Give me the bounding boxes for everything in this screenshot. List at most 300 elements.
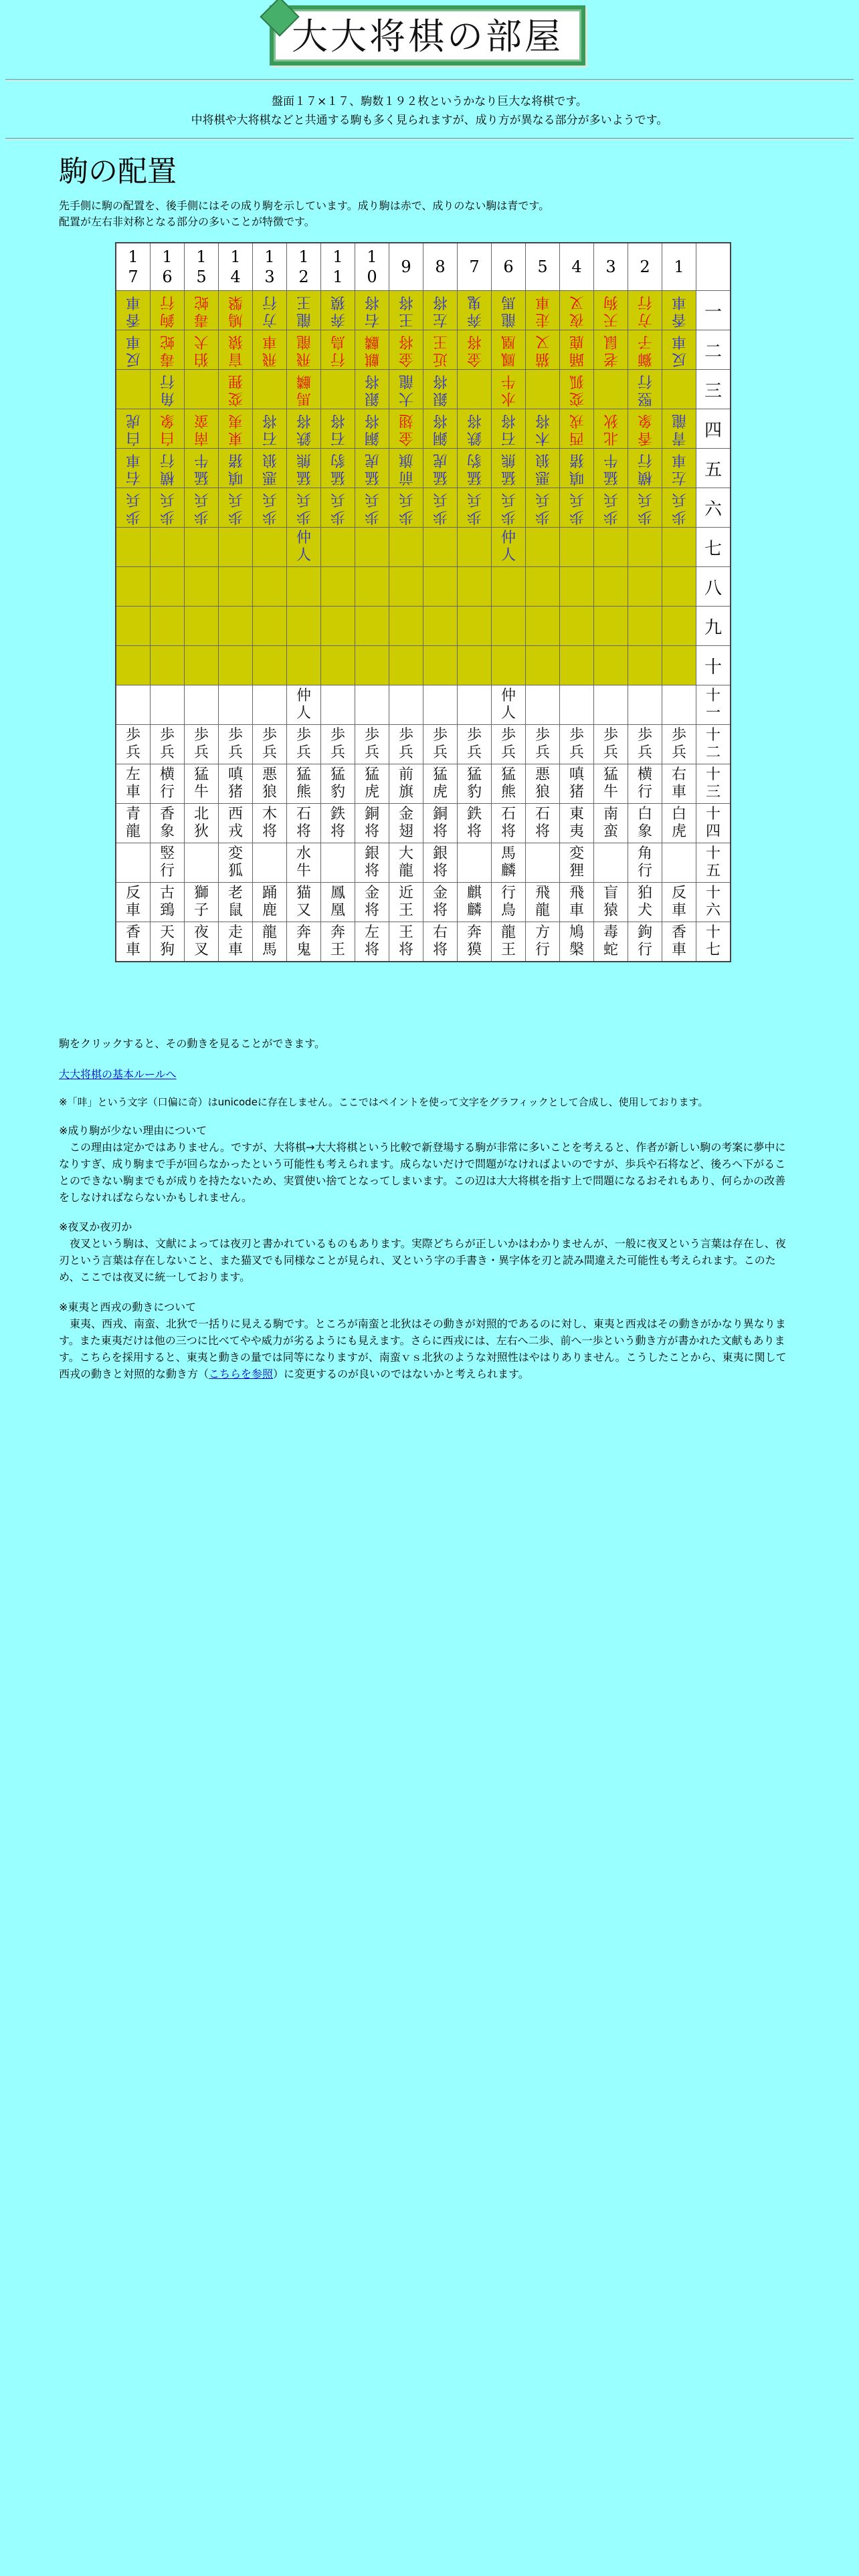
piece-square[interactable]: [355, 764, 389, 804]
piece-label: 近 王: [432, 333, 448, 367]
board-square-empty[interactable]: [185, 370, 219, 409]
piece-square[interactable]: [219, 922, 253, 962]
piece-square[interactable]: [151, 764, 185, 804]
board-square-empty[interactable]: [321, 528, 355, 567]
piece-square[interactable]: [492, 804, 526, 843]
piece-square[interactable]: [560, 291, 594, 330]
board-square-empty[interactable]: [628, 685, 662, 725]
board-square-empty[interactable]: [253, 607, 287, 646]
piece-square[interactable]: [662, 291, 696, 330]
piece-square[interactable]: [287, 804, 321, 843]
piece-square[interactable]: [389, 922, 423, 962]
board-square-empty[interactable]: [287, 567, 321, 607]
board-square-empty[interactable]: [321, 607, 355, 646]
piece-square[interactable]: [185, 409, 219, 449]
board-square-empty[interactable]: [321, 370, 355, 409]
piece-square[interactable]: [287, 528, 321, 567]
piece-square[interactable]: [287, 685, 321, 725]
board-square-empty[interactable]: [526, 567, 560, 607]
board-square-empty[interactable]: [253, 370, 287, 409]
board-square-empty[interactable]: [287, 646, 321, 685]
board-square-empty[interactable]: [423, 685, 458, 725]
piece-square[interactable]: [389, 449, 423, 488]
piece-square[interactable]: [151, 291, 185, 330]
piece-square[interactable]: [389, 370, 423, 409]
piece-square[interactable]: [219, 725, 253, 764]
piece-square[interactable]: [185, 883, 219, 922]
piece-square[interactable]: [594, 330, 628, 370]
piece-square[interactable]: [287, 843, 321, 883]
board-square-empty[interactable]: [628, 646, 662, 685]
piece-label: 近 王: [398, 885, 413, 919]
board-square-empty[interactable]: [151, 607, 185, 646]
piece-square[interactable]: [423, 330, 458, 370]
board-square-empty[interactable]: [628, 607, 662, 646]
piece-square[interactable]: [492, 409, 526, 449]
piece-square[interactable]: [355, 330, 389, 370]
piece-square[interactable]: [628, 764, 662, 804]
piece-square[interactable]: [389, 804, 423, 843]
piece-square[interactable]: [253, 291, 287, 330]
piece-square[interactable]: [458, 725, 492, 764]
board-square-empty[interactable]: [355, 607, 389, 646]
piece-square[interactable]: [287, 883, 321, 922]
piece-square[interactable]: [116, 291, 151, 330]
piece-square[interactable]: [219, 488, 253, 528]
piece-square[interactable]: [151, 804, 185, 843]
piece-square[interactable]: [526, 804, 560, 843]
board-square-empty[interactable]: [560, 685, 594, 725]
board-square-empty[interactable]: [185, 528, 219, 567]
piece-square[interactable]: [355, 883, 389, 922]
piece-square[interactable]: [389, 488, 423, 528]
piece-square[interactable]: [560, 488, 594, 528]
piece-square[interactable]: [116, 725, 151, 764]
column-number: 1 3: [253, 243, 287, 291]
piece-square[interactable]: [492, 528, 526, 567]
piece-square[interactable]: [253, 804, 287, 843]
piece-square[interactable]: [287, 330, 321, 370]
piece-square[interactable]: [492, 370, 526, 409]
board-square-empty[interactable]: [594, 370, 628, 409]
board-square-empty[interactable]: [458, 646, 492, 685]
board-square-empty[interactable]: [560, 646, 594, 685]
board-square-empty[interactable]: [662, 646, 696, 685]
board-square-empty[interactable]: [492, 607, 526, 646]
piece-square[interactable]: [628, 725, 662, 764]
board-square-empty[interactable]: [389, 685, 423, 725]
board-square-empty[interactable]: [492, 646, 526, 685]
piece-square[interactable]: [560, 764, 594, 804]
piece-square[interactable]: [526, 409, 560, 449]
piece-square[interactable]: [287, 370, 321, 409]
piece-square[interactable]: [389, 409, 423, 449]
piece-square[interactable]: [526, 291, 560, 330]
piece-square[interactable]: [389, 843, 423, 883]
board-square-empty[interactable]: [662, 607, 696, 646]
piece-label: 東 夷: [569, 806, 584, 840]
board-square-empty[interactable]: [458, 843, 492, 883]
piece-square[interactable]: [594, 449, 628, 488]
piece-square[interactable]: [287, 488, 321, 528]
piece-square[interactable]: [219, 409, 253, 449]
piece-square[interactable]: [185, 922, 219, 962]
board-square-empty[interactable]: [219, 607, 253, 646]
board-square-empty[interactable]: [321, 646, 355, 685]
board-square-empty[interactable]: [389, 607, 423, 646]
board-square-empty[interactable]: [389, 528, 423, 567]
piece-square[interactable]: [219, 764, 253, 804]
piece-square[interactable]: [594, 764, 628, 804]
board-square-empty[interactable]: [253, 685, 287, 725]
piece-square[interactable]: [287, 725, 321, 764]
piece-square[interactable]: [492, 843, 526, 883]
piece-square[interactable]: [492, 449, 526, 488]
piece-square[interactable]: [628, 291, 662, 330]
piece-square[interactable]: [185, 449, 219, 488]
piece-square[interactable]: [628, 409, 662, 449]
piece-square[interactable]: [594, 409, 628, 449]
piece-square[interactable]: [628, 843, 662, 883]
board-square-empty[interactable]: [662, 567, 696, 607]
board-square-empty[interactable]: [492, 567, 526, 607]
piece-square[interactable]: [423, 922, 458, 962]
piece-square[interactable]: [594, 725, 628, 764]
board-square-empty[interactable]: [185, 567, 219, 607]
board-square-empty[interactable]: [219, 646, 253, 685]
piece-square[interactable]: [219, 370, 253, 409]
piece-square[interactable]: [185, 764, 219, 804]
piece-square[interactable]: [423, 291, 458, 330]
piece-square[interactable]: [492, 883, 526, 922]
piece-square[interactable]: [423, 725, 458, 764]
piece-square[interactable]: [219, 804, 253, 843]
piece-square[interactable]: [594, 883, 628, 922]
board-square-empty[interactable]: [355, 528, 389, 567]
board-square-empty[interactable]: [560, 528, 594, 567]
piece-square[interactable]: [151, 330, 185, 370]
piece-square[interactable]: [253, 449, 287, 488]
piece-square[interactable]: [594, 922, 628, 962]
board-square-empty[interactable]: [628, 528, 662, 567]
piece-label: 飛 車: [569, 885, 584, 919]
piece-square[interactable]: [355, 488, 389, 528]
piece-square[interactable]: [116, 330, 151, 370]
piece-square[interactable]: [458, 804, 492, 843]
piece-square[interactable]: [151, 488, 185, 528]
piece-square[interactable]: [185, 330, 219, 370]
piece-square[interactable]: [355, 291, 389, 330]
board-square-empty[interactable]: [594, 646, 628, 685]
board-square-empty[interactable]: [253, 843, 287, 883]
board-square-empty[interactable]: [662, 685, 696, 725]
board-square-empty[interactable]: [526, 528, 560, 567]
piece-square[interactable]: [151, 449, 185, 488]
piece-square[interactable]: [560, 883, 594, 922]
piece-square[interactable]: [526, 725, 560, 764]
piece-square[interactable]: [458, 488, 492, 528]
board-square-empty[interactable]: [526, 843, 560, 883]
piece-square[interactable]: [458, 764, 492, 804]
piece-square[interactable]: [458, 291, 492, 330]
piece-square[interactable]: [185, 488, 219, 528]
piece-square[interactable]: [628, 804, 662, 843]
board-square-empty[interactable]: [594, 607, 628, 646]
board-square-empty[interactable]: [560, 567, 594, 607]
piece-square[interactable]: [389, 764, 423, 804]
board-square-empty[interactable]: [526, 607, 560, 646]
piece-square[interactable]: [458, 883, 492, 922]
piece-square[interactable]: [423, 883, 458, 922]
piece-square[interactable]: [321, 488, 355, 528]
board-square-empty[interactable]: [151, 646, 185, 685]
piece-label: 猛 豹: [330, 766, 345, 800]
piece-square[interactable]: [560, 409, 594, 449]
board-square-empty[interactable]: [321, 685, 355, 725]
board-square-empty[interactable]: [185, 843, 219, 883]
piece-square[interactable]: [492, 922, 526, 962]
board-square-empty[interactable]: [116, 567, 151, 607]
piece-square[interactable]: [355, 804, 389, 843]
piece-square[interactable]: [423, 370, 458, 409]
board-square-empty[interactable]: [185, 646, 219, 685]
piece-square[interactable]: [560, 804, 594, 843]
piece-square[interactable]: [253, 883, 287, 922]
piece-square[interactable]: [219, 449, 253, 488]
piece-square[interactable]: [628, 883, 662, 922]
piece-square[interactable]: [355, 922, 389, 962]
piece-square[interactable]: [389, 883, 423, 922]
board-square-empty[interactable]: [458, 685, 492, 725]
piece-square[interactable]: [321, 449, 355, 488]
piece-square[interactable]: [662, 725, 696, 764]
piece-square[interactable]: [389, 291, 423, 330]
piece-square[interactable]: [628, 370, 662, 409]
board-square-empty[interactable]: [662, 843, 696, 883]
rules-link[interactable]: 大大将棋の基本ルールへ: [59, 1068, 177, 1081]
piece-square[interactable]: [355, 725, 389, 764]
board-square-empty[interactable]: [219, 528, 253, 567]
piece-square[interactable]: [662, 922, 696, 962]
piece-square[interactable]: [389, 725, 423, 764]
piece-square[interactable]: [526, 449, 560, 488]
piece-square[interactable]: [662, 449, 696, 488]
piece-square[interactable]: [662, 488, 696, 528]
piece-square[interactable]: [526, 330, 560, 370]
piece-square[interactable]: [423, 409, 458, 449]
board-square-empty[interactable]: [594, 685, 628, 725]
piece-square[interactable]: [423, 488, 458, 528]
piece-square[interactable]: [219, 330, 253, 370]
board-square-empty[interactable]: [594, 843, 628, 883]
piece-square[interactable]: [185, 725, 219, 764]
piece-square[interactable]: [423, 804, 458, 843]
piece-square[interactable]: [219, 883, 253, 922]
piece-square[interactable]: [287, 449, 321, 488]
piece-square[interactable]: [151, 883, 185, 922]
piece-square[interactable]: [116, 883, 151, 922]
piece-square[interactable]: [526, 488, 560, 528]
piece-square[interactable]: [560, 449, 594, 488]
piece-square[interactable]: [253, 409, 287, 449]
board-square-empty[interactable]: [151, 567, 185, 607]
piece-square[interactable]: [492, 764, 526, 804]
piece-square[interactable]: [355, 370, 389, 409]
piece-square[interactable]: [321, 291, 355, 330]
piece-square[interactable]: [594, 488, 628, 528]
piece-square[interactable]: [287, 764, 321, 804]
board-square-empty[interactable]: [628, 567, 662, 607]
piece-square[interactable]: [458, 330, 492, 370]
piece-square[interactable]: [423, 449, 458, 488]
piece-square[interactable]: [321, 922, 355, 962]
piece-square[interactable]: [560, 843, 594, 883]
piece-square[interactable]: [253, 764, 287, 804]
piece-square[interactable]: [287, 922, 321, 962]
piece-square[interactable]: [492, 685, 526, 725]
piece-square[interactable]: [355, 449, 389, 488]
board-square-empty[interactable]: [253, 567, 287, 607]
board-square-empty[interactable]: [116, 646, 151, 685]
piece-square[interactable]: [151, 843, 185, 883]
board-square-empty[interactable]: [151, 685, 185, 725]
piece-square[interactable]: [219, 291, 253, 330]
piece-square[interactable]: [526, 883, 560, 922]
piece-square[interactable]: [389, 330, 423, 370]
board-square-empty[interactable]: [355, 567, 389, 607]
board-square-empty[interactable]: [185, 607, 219, 646]
board-square-empty[interactable]: [594, 528, 628, 567]
few-promotion-body: この理由は定かではありません。ですが、大将棋→大大将棋という比較で新登場する駒が非常に多いことを考えると、作者が新しい駒の考案に夢中になりすぎ、成り駒まで手が回らなかったという可能性も考えられます。成らないだけで問題がなければよいのですが、歩兵や石将など、後ろへ下がることのできない駒までもが成りを持たないため、実質使い捨てとなってしまいます。この辺は大大将棋を指す上で問題になるおそれもあり、何らかの改善をしなければならないかもしれません。: [59, 1141, 786, 1204]
piece-square[interactable]: [492, 330, 526, 370]
board-square-empty[interactable]: [253, 528, 287, 567]
piece-square[interactable]: [560, 922, 594, 962]
piece-square[interactable]: [492, 725, 526, 764]
piece-square[interactable]: [423, 843, 458, 883]
board-square-empty[interactable]: [116, 370, 151, 409]
piece-square[interactable]: [321, 764, 355, 804]
piece-square[interactable]: [116, 409, 151, 449]
board-square-empty[interactable]: [389, 567, 423, 607]
board-square-empty[interactable]: [458, 528, 492, 567]
piece-square[interactable]: [458, 449, 492, 488]
piece-square[interactable]: [662, 804, 696, 843]
piece-square[interactable]: [628, 922, 662, 962]
piece-square[interactable]: [628, 330, 662, 370]
piece-square[interactable]: [116, 922, 151, 962]
board-square-empty[interactable]: [185, 685, 219, 725]
piece-square[interactable]: [628, 449, 662, 488]
piece-square[interactable]: [116, 804, 151, 843]
board-square-empty[interactable]: [662, 528, 696, 567]
board-square-empty[interactable]: [355, 646, 389, 685]
board-square-empty[interactable]: [526, 370, 560, 409]
piece-square[interactable]: [594, 804, 628, 843]
piece-square[interactable]: [458, 922, 492, 962]
board-square-empty[interactable]: [458, 567, 492, 607]
piece-square[interactable]: [560, 330, 594, 370]
piece-square[interactable]: [321, 330, 355, 370]
piece-square[interactable]: [151, 922, 185, 962]
board-square-empty[interactable]: [423, 607, 458, 646]
piece-square[interactable]: [662, 764, 696, 804]
piece-square[interactable]: [287, 409, 321, 449]
board-square-empty[interactable]: [355, 685, 389, 725]
board-square-empty[interactable]: [423, 646, 458, 685]
toui-reference-link[interactable]: こちらを参照: [209, 1368, 274, 1380]
board-square-empty[interactable]: [594, 567, 628, 607]
piece-square[interactable]: [560, 725, 594, 764]
board-square-empty[interactable]: [253, 646, 287, 685]
piece-square[interactable]: [151, 370, 185, 409]
board-square-empty[interactable]: [321, 567, 355, 607]
piece-square[interactable]: [219, 843, 253, 883]
board-square-empty[interactable]: [458, 607, 492, 646]
board-square-empty[interactable]: [116, 843, 151, 883]
board-square-empty[interactable]: [151, 528, 185, 567]
piece-square[interactable]: [116, 449, 151, 488]
unicode-note: ※「㕩」という文字（口偏に奇）はunicodeに存在しません。ここではペイントを使って文字をグラフィックとして合成し、使用しております。: [59, 1096, 708, 1108]
piece-square[interactable]: [116, 488, 151, 528]
piece-square[interactable]: [355, 409, 389, 449]
piece-label: 踊 鹿: [262, 885, 277, 919]
board-square-empty[interactable]: [423, 528, 458, 567]
board-square-empty[interactable]: [321, 843, 355, 883]
piece-square[interactable]: [628, 488, 662, 528]
piece-square[interactable]: [662, 409, 696, 449]
piece-square[interactable]: [253, 330, 287, 370]
piece-square[interactable]: [253, 922, 287, 962]
piece-square[interactable]: [321, 804, 355, 843]
piece-square[interactable]: [594, 291, 628, 330]
board-square-empty[interactable]: [287, 607, 321, 646]
piece-square[interactable]: [492, 488, 526, 528]
board-square-empty[interactable]: [389, 646, 423, 685]
piece-square[interactable]: [526, 922, 560, 962]
piece-square[interactable]: [253, 488, 287, 528]
piece-square[interactable]: [185, 291, 219, 330]
board-square-empty[interactable]: [458, 370, 492, 409]
board-square-empty[interactable]: [116, 528, 151, 567]
board-square-empty[interactable]: [116, 607, 151, 646]
piece-square[interactable]: [526, 764, 560, 804]
piece-square[interactable]: [458, 409, 492, 449]
piece-square[interactable]: [492, 291, 526, 330]
board-square-empty[interactable]: [219, 685, 253, 725]
piece-square[interactable]: [423, 764, 458, 804]
board-square-empty[interactable]: [116, 685, 151, 725]
piece-square[interactable]: [116, 764, 151, 804]
piece-square[interactable]: [185, 804, 219, 843]
board-square-empty[interactable]: [526, 685, 560, 725]
piece-square[interactable]: [560, 370, 594, 409]
piece-square[interactable]: [151, 725, 185, 764]
piece-square[interactable]: [253, 725, 287, 764]
piece-square[interactable]: [151, 409, 185, 449]
piece-square[interactable]: [321, 409, 355, 449]
board-square-empty[interactable]: [423, 567, 458, 607]
board-square-empty[interactable]: [526, 646, 560, 685]
piece-square[interactable]: [321, 883, 355, 922]
piece-square[interactable]: [321, 725, 355, 764]
board-square-empty[interactable]: [219, 567, 253, 607]
board-square-empty[interactable]: [560, 607, 594, 646]
board-square-empty[interactable]: [662, 370, 696, 409]
piece-square[interactable]: [355, 843, 389, 883]
piece-square[interactable]: [287, 291, 321, 330]
piece-square[interactable]: [662, 330, 696, 370]
piece-square[interactable]: [662, 883, 696, 922]
